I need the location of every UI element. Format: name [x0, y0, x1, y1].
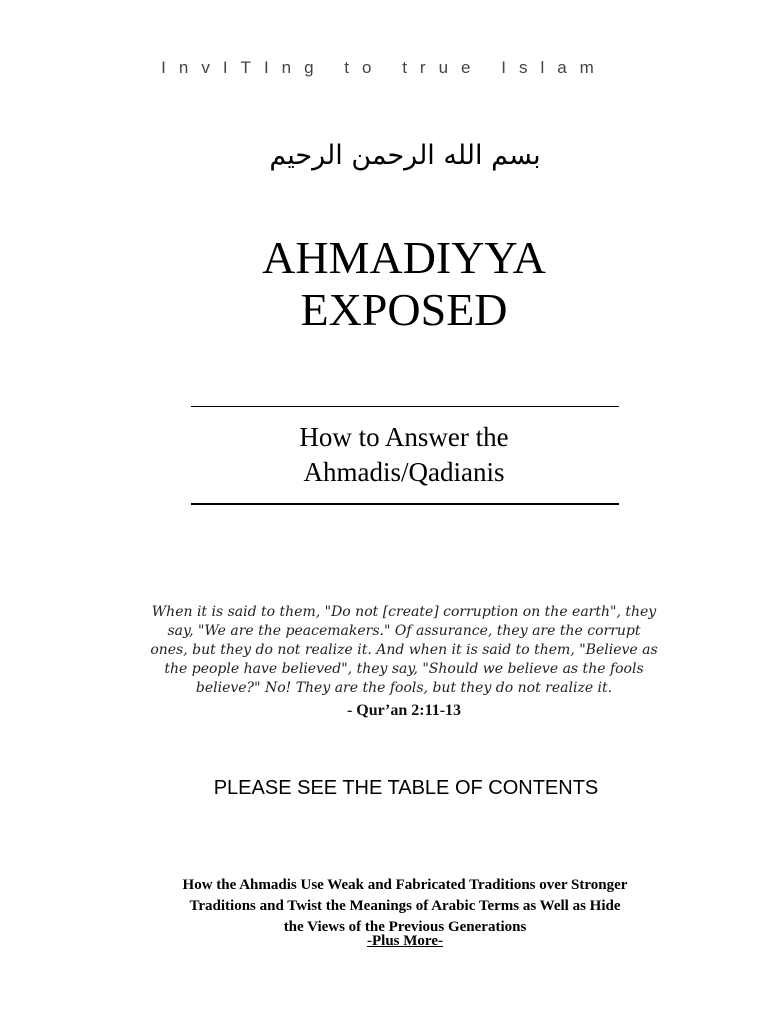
- subtitle-line-2: Ahmadis/Qadianis: [303, 457, 505, 487]
- divider-bottom: [191, 503, 619, 505]
- title-line-2: EXPOSED: [300, 284, 508, 335]
- header-tagline: InvITIng to true Islam: [161, 58, 607, 77]
- toc-note: PLEASE SEE THE TABLE OF CONTENTS: [213, 777, 599, 799]
- footer-line: How the Ahmadis Use Weak and Fabricated Traditions over Stronger: [182, 877, 628, 893]
- document-title: [0, 232, 768, 336]
- quote-source: - Qur’an 2:11-13: [346, 702, 462, 719]
- footer-line: Traditions and Twist the Meanings of Arabic Terms as Well as Hide: [189, 898, 621, 914]
- title-line-1: AHMADIYYA: [262, 232, 546, 283]
- document-subtitle: [0, 420, 768, 490]
- footer-more: -Plus More-: [367, 933, 443, 949]
- quote-line: say, "We are the peacemakers." Of assurance, they are the corrupt: [167, 623, 641, 639]
- quote-line: When it is said to them, "Do not [create] corruption on the earth", they: [151, 604, 657, 620]
- basmala-text: بسم الله الرحمن الرحيم: [269, 140, 541, 171]
- subtitle-line-1: How to Answer the: [299, 422, 509, 452]
- quote-block: [118, 603, 690, 698]
- footer-description: [110, 875, 700, 938]
- quote-line: believe?" No! They are the fools, but they do not realize it.: [195, 680, 613, 696]
- quote-line: the people have believed", they say, "Should we believe as the fools: [164, 661, 644, 677]
- footer-line: the Views of the Previous Generations: [283, 919, 527, 935]
- divider-top: [191, 406, 619, 407]
- quote-line: ones, but they do not realize it. And when it is said to them, "Believe as: [150, 642, 658, 658]
